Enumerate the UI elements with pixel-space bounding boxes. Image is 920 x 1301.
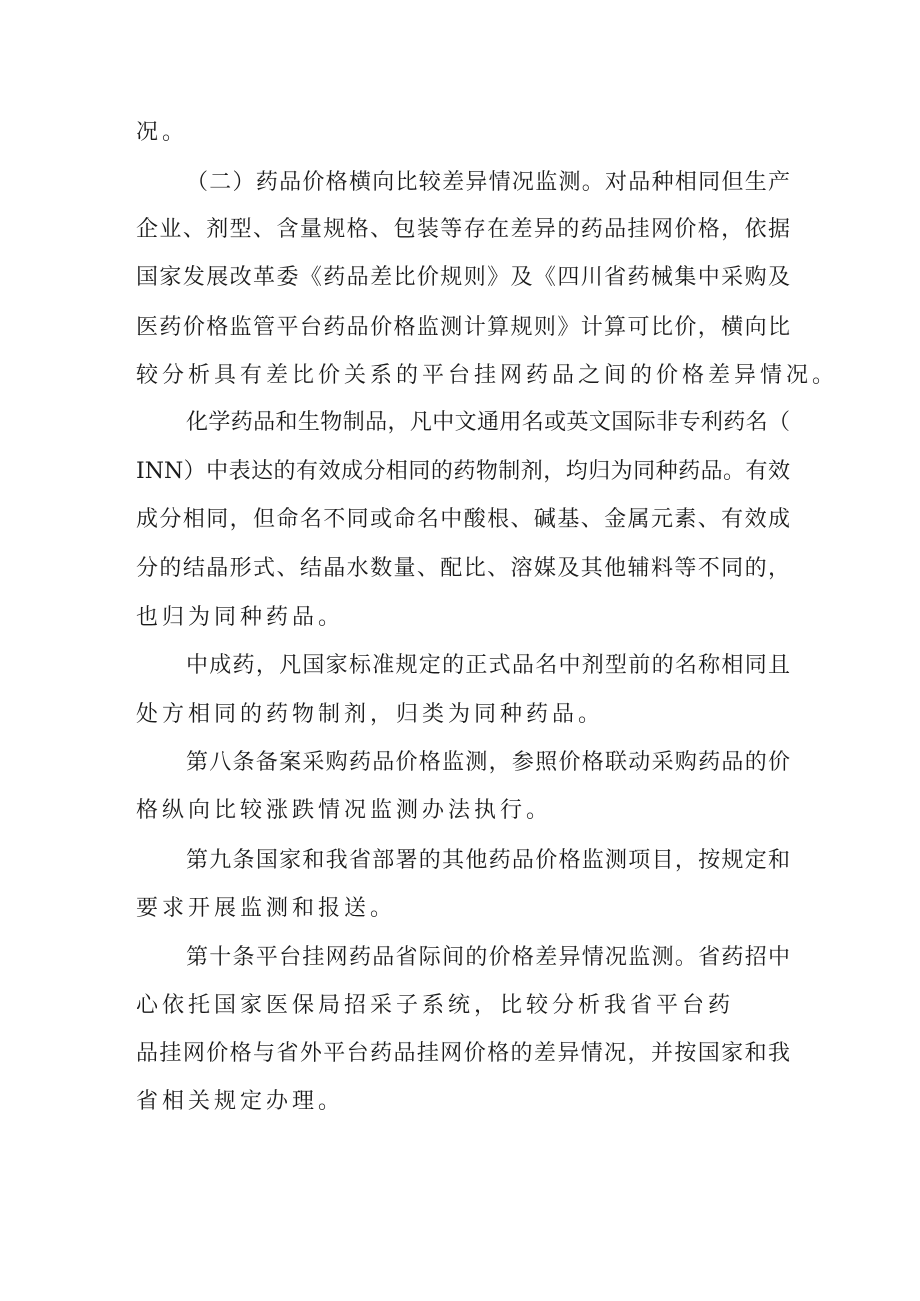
paragraph-line: 成分相同，但命名不同或命名中酸根、碱基、金属元素、有效成 (136, 507, 790, 532)
paragraph-line: 心依托国家医保局招采子系统，比较分析我省平台药 (136, 993, 735, 1018)
paragraph-line: 格纵向比较涨跌情况监测办法执行。 (136, 798, 553, 823)
paragraph-line: 第十条平台挂网药品省际间的价格差异情况监测。省药招中 (186, 945, 790, 970)
paragraph-line: 企业、剂型、含量规格、包装等存在差异的药品挂网价格，依据 (136, 217, 790, 242)
paragraph-line: 中成药，凡国家标准规定的正式品名中剂型前的名称相同且 (186, 653, 790, 678)
paragraph-line: 化学药品和生物制品，凡中文通用名或英文国际非专利药名（ (186, 410, 790, 435)
paragraph-line: 分的结晶形式、结晶水数量、配比、溶媒及其他辅料等不同的， (136, 556, 790, 581)
paragraph-line: 要求开展监测和报送。 (136, 896, 397, 921)
paragraph-line: 也归为同种药品。 (136, 605, 345, 630)
paragraph-line: 品挂网价格与省外平台药品挂网价格的差异情况，并按国家和我 (136, 1041, 790, 1066)
paragraph-line: 处方相同的药物制剂，归类为同种药品。 (136, 702, 605, 727)
paragraph-line: 第八条备案采购药品价格监测，参照价格联动采购药品的价 (186, 750, 790, 775)
paragraph-line: （二）药品价格横向比较差异情况监测。对品种相同但生产 (186, 170, 790, 195)
paragraph-line: 医药价格监管平台药品价格监测计算规则》计算可比价，横向比 (136, 315, 790, 340)
paragraph-line: INN）中表达的有效成分相同的药物制剂，均归为同种药品。有效 (136, 459, 790, 484)
paragraph-line: 较分析具有差比价关系的平台挂网药品之间的价格差异情况。 (136, 363, 839, 388)
paragraph-line: 省相关规定办理。 (136, 1089, 345, 1114)
paragraph-line: 第九条国家和我省部署的其他药品价格监测项目，按规定和 (186, 848, 790, 873)
paragraph-line: 况。 (136, 120, 189, 145)
paragraph-line: 国家发展改革委《药品差比价规则》及《四川省药械集中采购及 (136, 265, 790, 290)
